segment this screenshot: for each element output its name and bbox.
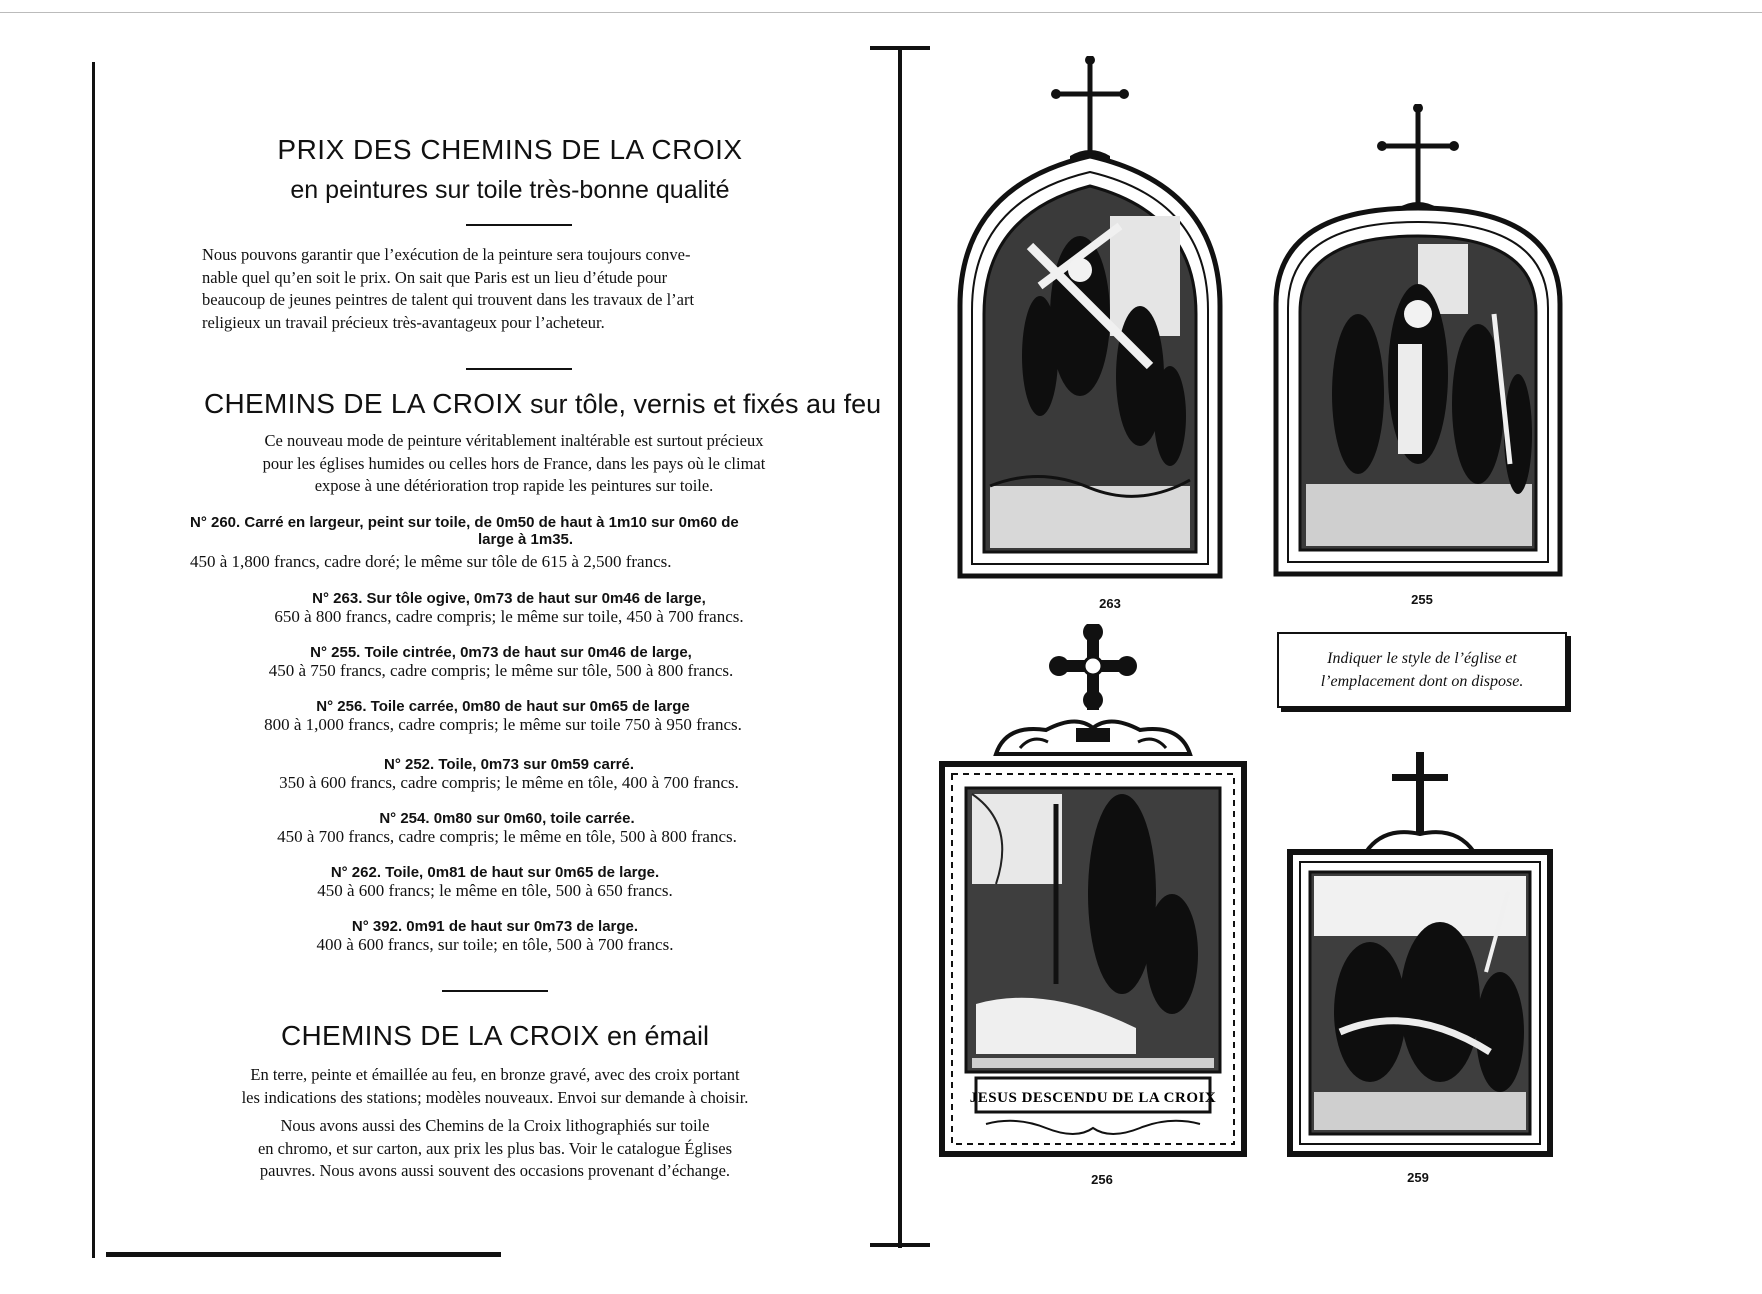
section-heading-tole bbox=[204, 388, 882, 420]
item-price: 650 à 800 francs, cadre compris; le même sur toile, 450 à 700 francs. bbox=[274, 607, 744, 626]
ogive-frame-painting-263 bbox=[950, 56, 1230, 586]
section-heading-caps: CHEMINS DE LA CROIX bbox=[280, 1020, 600, 1051]
divider bbox=[442, 990, 548, 992]
price-item bbox=[190, 514, 840, 572]
item-spec: N° 262. Toile, 0m81 de haut sur 0m65 de large. bbox=[330, 864, 660, 881]
price-item bbox=[184, 756, 834, 793]
caption-256: 256 bbox=[1091, 1172, 1113, 1187]
item-spec: N° 263. Sur tôle ogive, 0m73 de haut sur 0m46 de large, bbox=[312, 590, 706, 607]
intro-line: Nous pouvons garantir que l’exécution de la peinture sera toujours conve- bbox=[202, 245, 691, 264]
price-item bbox=[170, 864, 820, 901]
intro-line: beaucoup de jeunes peintres de talent qui trouvent dans les travaux de l’art bbox=[202, 290, 695, 309]
section-email-text bbox=[170, 1064, 820, 1183]
instruction-note bbox=[1277, 632, 1567, 708]
book-gutter bbox=[898, 48, 902, 1248]
rectangular-frame-painting-259 bbox=[1280, 752, 1560, 1164]
price-item bbox=[176, 644, 826, 681]
page-subtitle: en peintures sur toile très-bonne qualité bbox=[290, 176, 730, 204]
item-spec: N° 255. Toile cintrée, 0m73 de haut sur 0m46 de large, bbox=[310, 644, 692, 661]
section-heading-caps: CHEMINS DE LA CROIX bbox=[204, 388, 523, 419]
text-line: Ce nouveau mode de peinture véritablement inaltérable est surtout précieux bbox=[264, 431, 764, 450]
text-line: Nous avons aussi des Chemins de la Croix lithographiés sur toile bbox=[280, 1116, 710, 1135]
item-price: 450 à 750 francs, cadre compris; le même sur tôle, 500 à 800 francs. bbox=[268, 661, 734, 680]
painting-banner-label: JESUS DESCENDU DE LA CROIX bbox=[969, 1090, 1217, 1106]
gutter-top-cap bbox=[870, 46, 930, 50]
left-page bbox=[170, 0, 882, 1294]
caption-255: 255 bbox=[1411, 592, 1433, 607]
note-line: Indiquer le style de l’église et bbox=[1327, 650, 1517, 667]
text-line: En terre, peinte et émaillée au feu, en bronze gravé, avec des croix portant bbox=[250, 1065, 740, 1084]
page-left-border bbox=[92, 62, 95, 1258]
item-spec: N° 260. Carré en largeur, peint sur toile, de 0m50 de haut à 1m10 sur 0m60 de bbox=[190, 514, 739, 531]
item-spec: N° 254. 0m80 sur 0m60, toile carrée. bbox=[379, 810, 635, 827]
item-spec: N° 392. 0m91 de haut sur 0m73 de large. bbox=[351, 918, 639, 935]
price-item bbox=[182, 810, 832, 847]
text-line: les indications des stations; modèles nouveaux. Envoi sur demande à choisir. bbox=[241, 1087, 749, 1107]
caption-259: 259 bbox=[1407, 1170, 1429, 1185]
price-item bbox=[184, 590, 834, 627]
gutter-bottom-cap bbox=[870, 1243, 930, 1247]
item-price: 450 à 600 francs; le même en tôle, 500 à 650 francs. bbox=[317, 881, 673, 900]
text-line: en chromo, et sur carton, aux prix les plus bas. Voir le catalogue Églises bbox=[257, 1138, 733, 1158]
arched-frame-painting-255 bbox=[1268, 104, 1568, 584]
section-heading-email bbox=[170, 1020, 820, 1052]
section-heading-rest: en émail bbox=[606, 1021, 709, 1051]
item-spec: N° 252. Toile, 0m73 sur 0m59 carré. bbox=[383, 756, 635, 773]
text-line: pour les églises humides ou celles hors de France, dans les pays où le climat bbox=[262, 453, 766, 473]
section-heading-rest: sur tôle, vernis et fixés au feu bbox=[529, 389, 882, 419]
item-price: 400 à 600 francs, sur toile; en tôle, 500 à 700 francs. bbox=[316, 935, 674, 954]
section-tole-text bbox=[194, 430, 834, 498]
text-line: pauvres. Nous avons aussi souvent des occasions provenant d’échange. bbox=[259, 1161, 731, 1180]
item-price: 450 à 1,800 francs, cadre doré; le même sur tôle de 615 à 2,500 francs. bbox=[190, 552, 672, 571]
caption-263: 263 bbox=[1099, 596, 1121, 611]
ornamented-frame-painting-256 bbox=[936, 624, 1250, 1164]
note-line: l’emplacement dont on dispose. bbox=[1320, 673, 1524, 690]
item-price: 450 à 700 francs, cadre compris; le même en tôle, 500 à 800 francs. bbox=[277, 827, 737, 846]
divider bbox=[466, 368, 572, 370]
intro-line: religieux un travail précieux très-avantageux pour l’acheteur. bbox=[202, 312, 605, 332]
price-item bbox=[178, 698, 828, 735]
text-line: expose à une détérioration trop rapide les peintures sur toile. bbox=[314, 476, 714, 495]
intro-paragraph bbox=[202, 244, 822, 334]
price-item bbox=[170, 918, 820, 955]
item-spec-cont: large à 1m35. bbox=[478, 531, 574, 548]
item-spec: N° 256. Toile carrée, 0m80 de haut sur 0m65 de large bbox=[316, 698, 690, 715]
intro-line: nable quel qu’en soit le prix. On sait que Paris est un lieu d’étude pour bbox=[202, 267, 668, 287]
page-title: PRIX DES CHEMINS DE LA CROIX bbox=[277, 134, 743, 165]
divider bbox=[466, 224, 572, 226]
item-price: 350 à 600 francs, cadre compris; le même en tôle, 400 à 700 francs. bbox=[279, 773, 739, 792]
item-price: 800 à 1,000 francs, cadre compris; le même sur toile 750 à 950 francs. bbox=[264, 715, 742, 734]
